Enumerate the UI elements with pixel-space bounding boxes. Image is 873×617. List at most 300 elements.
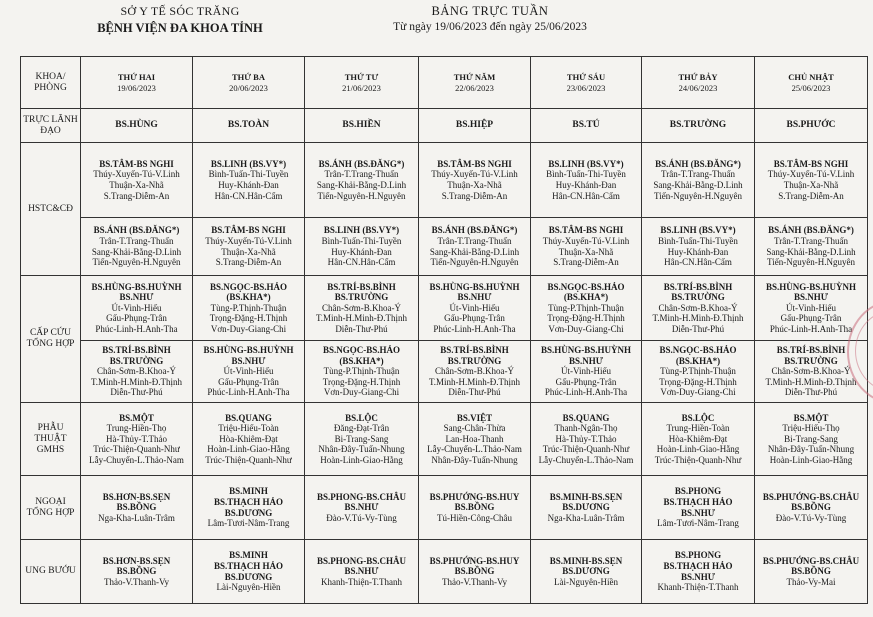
doctor-name: BS.LINH (BS.VY*) [548,158,624,169]
duty-cell [755,143,868,218]
duty-cell [81,476,193,540]
staff-names: Lan-Hoa-Thanh [445,433,504,444]
duty-cell [419,143,531,218]
staff-names: Thảo-Vy-Mai [786,576,836,587]
duty-cell [419,218,531,276]
duty-cell [642,540,755,604]
day-name: CHỦ NHẬT [788,71,834,82]
staff-names: Trúc-Thiện-Quanh-Như [654,454,742,465]
doctor-name: BS.TRÍ-BS.BÌNH [776,345,846,356]
doctor-name: BS.MINH [229,550,268,561]
staff-names: Trọng-Đặng-H.Thịnh [547,313,625,324]
staff-names: Bình-Tuấn-Thi-Tuyền [546,169,626,180]
staff-names: S.Trang-Diễm-An [215,257,282,268]
doctor-name: BS.NHƯ [794,292,828,303]
staff-names: Vơn-Duy-Giang-Chi [210,323,287,334]
doctor-name: BS.QUANG [562,412,610,423]
duty-cell [531,540,642,604]
staff-names: Phúc-Linh-H.Anh-Tha [544,387,628,398]
staff-names: Hòa-Khiêm-Đạt [668,433,728,444]
department-row [21,341,868,403]
doctor-name: BS.HÙNG-BS.HUỲNH [429,281,520,292]
doctor-name: BS.MỘT [793,412,829,423]
staff-names: Hòa-Khiêm-Đạt [219,433,278,444]
doctor-name: BS.TÂM-BS NGHI [99,158,174,169]
staff-names: Phúc-Linh-H.Anh-Tha [95,323,178,334]
staff-names: Út-Vinh-Hiếu [223,366,274,377]
leadership-doctor: BS.TRƯỜNG [642,109,755,143]
duty-cell [81,403,193,476]
doctor-name: BS.THẠCH HẢO [663,560,733,571]
doctor-name: BS.VIỆT [456,412,493,423]
doctor-name: BS.TRƯỜNG [334,292,389,303]
staff-names: Gấu-Phụng-Trân [444,313,505,324]
staff-names: Hân-CN.Hân-Cẩm [552,190,620,201]
day-date: 23/06/2023 [566,82,606,93]
day-name: THỨ BẢY [678,71,718,82]
staff-names: Thúy-Xuyến-Tú-V.Linh [767,169,855,180]
doctor-name: BS.NGỌC-BS.HẢO [322,345,400,356]
duty-cell [81,143,193,218]
staff-names: Vơn-Duy-Giang-Chi [548,323,624,334]
staff-names: Trân-T.Trang-Thuấn [324,169,399,180]
day-header [531,57,642,109]
duty-cell [531,403,642,476]
doctor-name: (BS.KHA*) [226,292,271,303]
hospital-name: BỆNH VIỆN ĐA KHOA TỈNH [97,21,263,35]
doctor-name: BS.NGỌC-BS.HẢO [547,281,625,292]
staff-names: Bình-Tuấn-Thi-Tuyền [208,169,289,180]
doctor-name: BS.ÁNH (BS.ĐĂNG*) [431,225,518,236]
day-header [305,57,419,109]
department-row [21,276,868,341]
staff-names: Út-Vinh-Hiếu [449,302,500,313]
staff-names: Tiến-Nguyên-H.Nguyên [430,257,519,268]
staff-names: Thuận-Xa-Nhã [783,180,839,190]
doctor-name: BS.HƠN-BS.SẸN [102,555,171,566]
staff-names: Gấu-Phụng-Trân [106,313,167,324]
day-date: 25/06/2023 [791,82,831,93]
department-label: CẤP CỨU TỔNG HỢP [21,276,81,403]
leadership-label: TRỰC LÃNH ĐẠO [21,109,81,143]
duty-cell [642,403,755,476]
staff-names: Diễn-Thư-Phú [671,323,725,334]
department-label: HSTC&CĐ [21,143,81,276]
doctor-name: BS.ÁNH (BS.ĐĂNG*) [93,225,180,236]
staff-names: T.Minh-H.Minh-Đ.Thịnh [428,376,521,387]
department-label: PHẪU THUẬT GMHS [21,403,81,476]
doctor-name: BS.MINH [229,486,268,497]
duty-cell [755,540,868,604]
duty-cell [531,276,642,341]
duty-cell [305,143,419,218]
staff-names: Thảo-V.Thanh-Vy [441,576,508,587]
leadership-row [21,109,868,143]
staff-names: S.Trang-Diễm-An [553,257,619,268]
duty-cell [419,403,531,476]
duty-cell [193,341,305,403]
staff-names: Hân-CN.Hân-Cẩm [214,190,283,201]
doctor-name: BS.DƯƠNG [224,507,273,518]
duty-cell [81,540,193,604]
staff-names: Lâm-Tươi-Nâm-Trang [657,518,739,529]
doctor-name: BS.BỒNG [116,566,157,577]
department-row [21,403,868,476]
staff-names: Tùng-P.Thịnh-Thuận [323,366,400,377]
staff-names: Hoàn-Linh-Giao-Hằng [320,454,403,465]
staff-names: T.Minh-H.Minh-Đ.Thịnh [90,376,183,387]
staff-names: T.Minh-H.Minh-Đ.Thịnh [652,313,744,324]
staff-names: Gấu-Phụng-Trân [555,376,617,387]
duty-cell [193,143,305,218]
doctor-name: BS.MINH-BS.SẸN [549,555,623,566]
duty-cell [81,218,193,276]
leadership-doctor: BS.PHƯỚC [755,109,868,143]
doctor-name: BS.HÙNG-BS.HUỲNH [765,281,856,292]
staff-names: Thảo-V.Thanh-Vy [103,576,170,587]
leadership-doctor: BS.HIỀN [305,109,419,143]
doctor-name: BS.TÂM-BS NGHI [437,158,512,169]
doctor-name: BS.LINH (BS.VY*) [210,158,287,169]
doctor-name: BS.NHƯ [344,566,379,577]
hospital-seal [847,300,873,410]
staff-names: Tùng-P.Thịnh-Thuận [210,302,287,313]
staff-names: Phúc-Linh-H.Anh-Tha [207,387,290,398]
doctor-name: BS.THẠCH HẢO [213,560,283,571]
duty-cell [305,218,419,276]
doctor-name: BS.NHƯ [569,355,603,366]
staff-names: Khanh-Thiện-T.Thanh [657,582,739,593]
doctor-name: BS.NHƯ [344,502,379,513]
doctor-name: BS.ÁNH (BS.ĐĂNG*) [768,225,854,236]
schedule-date-range: Từ ngày 19/06/2023 đến ngày 25/06/2023 [393,21,587,33]
doctor-name: BS.ÁNH (BS.ĐĂNG*) [318,158,405,169]
doctor-name: BS.HÙNG-BS.HUỲNH [203,345,294,356]
staff-names: Tiến-Nguyên-H.Nguyên [767,257,855,268]
staff-names: Hoàn-Linh-Giao-Hằng [207,444,290,455]
day-header [642,57,755,109]
staff-names: Thuận-Xa-Nhã [447,180,502,190]
leadership-doctor: BS.HIỆP [419,109,531,143]
staff-names: Hà-Thủy-T.Thảo [555,433,617,444]
duty-cell [642,143,755,218]
staff-names: S.Trang-Diễm-An [778,190,844,201]
staff-names: Hà-Thủy-T.Thảo [105,433,168,444]
staff-names: Thúy-Xuyến-Tú-V.Linh [205,235,292,246]
department-label: UNG BƯỚU [21,540,81,604]
staff-names: Triệu-Hiếu-Toàn [218,423,279,434]
staff-names: Út-Vinh-Hiếu [561,366,611,377]
duty-cell [81,276,193,341]
staff-names: Thanh-Ngân-Thọ [554,423,618,434]
staff-names: Huy-Khánh-Đan [555,180,617,190]
staff-names: T.Minh-H.Minh-Đ.Thịnh [765,376,857,387]
doctor-name: BS.LỘC [345,412,378,423]
staff-names: T.Minh-H.Minh-Đ.Thịnh [315,313,408,324]
day-name: THỨ TƯ [344,71,379,82]
staff-names: Thuận-Xa-Nhã [221,246,276,257]
staff-names: S.Trang-Diễm-An [103,190,170,201]
duty-cell [755,476,868,540]
staff-names: Thuận-Xa-Nhã [558,246,614,257]
day-name: THỨ HAI [117,71,156,82]
day-date: 19/06/2023 [117,82,156,93]
staff-names: Khanh-Thiện-T.Thanh [320,576,403,587]
staff-names: Trọng-Đặng-H.Thịnh [322,376,401,387]
doctor-name: BS.BỒNG [791,502,831,513]
staff-names: Trúc-Thiện-Quanh-Như [93,444,180,455]
staff-names: Trân-T.Trang-Thuấn [774,235,848,246]
staff-names: Trân-T.Trang-Thuấn [661,169,735,180]
staff-names: Nhân-Đây-Tuấn-Nhung [318,444,405,455]
doctor-name: BS.TRÍ-BS.BÌNH [102,345,171,356]
staff-names: Bình-Tuấn-Thi-Tuyền [321,235,402,246]
duty-cell [305,276,419,341]
doctor-name: BS.LINH (BS.VY*) [323,225,400,236]
duty-cell [531,218,642,276]
staff-names: Phúc-Linh-H.Anh-Tha [769,323,853,334]
staff-names: Lài-Nguyên-Hiền [554,576,618,587]
staff-names: Nhân-Đây-Tuấn-Nhung [767,444,855,455]
doctor-name: BS.TRƯỜNG [447,355,502,366]
staff-names: Đào-V.Tú-Vy-Tùng [326,512,397,523]
staff-names: Nhân-Đây-Tuấn-Nhung [431,454,518,465]
department-row [21,540,868,604]
day-date: 24/06/2023 [678,82,718,93]
duty-cell [305,341,419,403]
doctor-name: BS.DƯƠNG [562,502,610,513]
table-header-row [21,57,868,109]
staff-names: Trúc-Thiện-Quanh-Như [205,454,292,465]
staff-names: Trân-T.Trang-Thuấn [99,235,174,246]
day-name: THỨ SÁU [566,71,606,82]
doctor-name: BS.NHƯ [231,355,266,366]
staff-names: Nga-Kha-Luân-Trâm [98,512,175,523]
day-header [419,57,531,109]
duty-cell [642,218,755,276]
staff-names: Hoàn-Linh-Giao-Hằng [769,454,853,465]
duty-cell [642,476,755,540]
duty-cell [193,403,305,476]
staff-names: Tú-Hiền-Công-Châu [437,512,512,523]
doctor-name: BS.HÙNG-BS.HUỲNH [540,345,631,356]
staff-names: Tùng-P.Thịnh-Thuận [548,302,624,313]
doctor-name: BS.PHONG-BS.CHÂU [316,491,406,502]
duty-cell [419,540,531,604]
doctor-name: BS.QUANG [225,412,272,423]
duty-cell [193,276,305,341]
duty-cell [305,540,419,604]
doctor-name: BS.PHONG [674,486,722,497]
doctor-name: BS.TRÍ-BS.BÌNH [440,345,509,356]
staff-names: Bình-Tuấn-Thi-Tuyền [658,235,738,246]
organization-header [70,4,290,36]
duty-schedule-table [20,56,868,604]
duty-cell [531,341,642,403]
schedule-header [330,4,650,33]
staff-names: Diễn-Thư-Phú [448,387,501,398]
day-date: 21/06/2023 [342,82,381,93]
duty-cell [193,218,305,276]
department-row [21,218,868,276]
day-date: 20/06/2023 [229,82,268,93]
staff-names: S.Trang-Diễm-An [441,190,508,201]
doctor-name: BS.PHƯỚNG-BS.CHÂU [762,491,860,502]
duty-cell [305,476,419,540]
staff-names: Tiến-Nguyên-H.Nguyên [92,257,181,268]
duty-cell [755,218,868,276]
staff-names: Bi-Trang-Sang [784,433,838,444]
staff-names: Chân-Sơm-B.Khoa-Ý [321,302,401,313]
doctor-name: BS.TÂM-BS NGHI [773,158,849,169]
staff-names: Thúy-Xuyến-Tú-V.Linh [542,235,630,246]
org-department-label: SỞ Y TẾ SÓC TRĂNG [120,4,240,18]
staff-names: Trân-T.Trang-Thuấn [437,235,512,246]
duty-cell [81,341,193,403]
doctor-name: BS.MỘT [119,412,154,423]
staff-names: Triệu-Hiếu-Thọ [782,423,840,434]
department-row [21,476,868,540]
department-row [21,143,868,218]
doctor-name: BS.TRÍ-BS.BÌNH [663,281,733,292]
staff-names: Đào-V.Tú-Vy-Tùng [775,512,847,523]
staff-names: Chân-Sơm-B.Khoa-Ý [434,366,514,377]
staff-names: Bi-Trang-Sang [334,433,389,444]
staff-names: Vơn-Duy-Giang-Chi [660,387,736,398]
doctor-name: BS.BỒNG [791,566,831,577]
leadership-doctor: BS.HÙNG [81,109,193,143]
doctor-name: BS.NGỌC-BS.HẢO [209,281,287,292]
doctor-name: BS.NHƯ [457,292,492,303]
staff-names: Chân-Sơm-B.Khoa-Ý [658,302,738,313]
leadership-doctor: BS.TÚ [531,109,642,143]
staff-names: Lẫy-Chuyển-L.Thảo-Nam [427,444,522,455]
staff-names: Sang-Khải-Bằng-D.Linh [766,246,856,257]
schedule-title: BẢNG TRỰC TUẦN [431,4,549,18]
doctor-name: BS.HÙNG-BS.HUỲNH [91,281,182,292]
staff-names: Trung-Hiền-Toàn [666,423,730,434]
doctor-name: BS.TÂM-BS NGHI [211,225,286,236]
day-date: 22/06/2023 [455,82,494,93]
staff-names: Lài-Nguyên-Hiền [216,582,281,593]
staff-names: Huy-Khánh-Đan [331,246,392,257]
doctor-name: BS.DƯƠNG [562,566,610,577]
doctor-name: (BS.KHA*) [339,355,384,366]
doctor-name: BS.DƯƠNG [224,571,273,582]
doctor-name: BS.TÂM-BS NGHI [548,225,624,236]
staff-names: Tùng-P.Thịnh-Thuận [660,366,736,377]
duty-cell [642,276,755,341]
doctor-name: BS.THẠCH HẢO [663,496,733,507]
staff-names: Sang-Chân-Thừa [443,423,506,434]
doctor-name: BS.PHƯỚNG-BS.HUY [429,555,520,566]
duty-cell [755,403,868,476]
staff-names: Trung-Hiền-Thọ [106,423,167,434]
staff-names: Chân-Sơm-B.Khoa-Ý [96,366,176,377]
duty-cell [193,476,305,540]
staff-names: Hân-CN.Hân-Cẩm [664,257,732,268]
staff-names: Trúc-Thiện-Quanh-Như [542,444,630,455]
doctor-name: BS.PHONG [674,550,722,561]
doctor-name: (BS.KHA*) [675,355,721,366]
staff-names: Thuận-Xa-Nhã [109,180,164,190]
staff-names: Trọng-Đặng-H.Thịnh [209,313,288,324]
staff-names: Nga-Kha-Luân-Trâm [547,512,625,523]
staff-names: Chân-Sơm-B.Khoa-Ý [771,366,851,377]
doctor-name: BS.BỒNG [116,502,157,513]
doctor-name: BS.TRƯỜNG [671,292,725,303]
staff-names: Út-Vinh-Hiếu [111,302,162,313]
staff-names: Vơn-Duy-Giang-Chi [323,387,400,398]
duty-cell [642,341,755,403]
staff-names: Sang-Khải-Bằng-D.Linh [91,246,182,257]
day-name: THỨ NĂM [453,71,496,82]
staff-names: Lẫy-Chuyển-L.Thảo-Nam [538,454,634,465]
doctor-name: BS.PHƯỚNG-BS.HUY [429,491,520,502]
doctor-name: BS.TRƯỜNG [784,355,838,366]
doctor-name: (BS.KHA*) [563,292,609,303]
duty-cell [531,476,642,540]
staff-names: Huy-Khánh-Đan [218,180,279,190]
duty-cell [419,276,531,341]
staff-names: Diễn-Thư-Phú [110,387,163,398]
day-header [755,57,868,109]
duty-cell [193,540,305,604]
staff-names: Hoàn-Linh-Giao-Hằng [656,444,740,455]
doctor-name: BS.NGỌC-BS.HẢO [659,345,737,356]
staff-names: Lẫy-Chuyển-L.Thảo-Nam [89,454,184,465]
staff-names: Diễn-Thư-Phú [784,387,838,398]
corner-label: KHOA/ PHÒNG [21,57,81,109]
staff-names: Thúy-Xuyến-Tú-V.Linh [431,169,518,180]
staff-names: Trọng-Đặng-H.Thịnh [659,376,737,387]
doctor-name: BS.NHƯ [681,507,715,518]
staff-names: Huy-Khánh-Đan [667,246,729,257]
doctor-name: BS.TRÍ-BS.BÌNH [327,281,396,292]
doctor-name: BS.LINH (BS.VY*) [660,225,736,236]
leadership-doctor: BS.TOÀN [193,109,305,143]
doctor-name: BS.THẠCH HẢO [213,496,283,507]
staff-names: Út-Vinh-Hiếu [786,302,836,313]
day-header [81,57,193,109]
duty-cell [419,476,531,540]
day-header [193,57,305,109]
doctor-name: BS.PHƯỚNG-BS.CHÂU [762,555,860,566]
staff-names: Tiến-Nguyên-H.Nguyên [317,190,406,201]
day-name: THỨ BA [232,71,265,82]
staff-names: Tiến-Nguyên-H.Nguyên [654,190,742,201]
staff-names: Thúy-Xuyến-Tú-V.Linh [93,169,180,180]
doctor-name: BS.MINH-BS.SẸN [549,491,623,502]
staff-names: Sang-Khải-Bằng-D.Linh [653,180,743,190]
duty-cell [305,403,419,476]
doctor-name: BS.PHONG-BS.CHÂU [316,555,406,566]
staff-names: Diễn-Thư-Phú [335,323,388,334]
duty-cell [531,143,642,218]
doctor-name: BS.NHƯ [681,571,715,582]
doctor-name: BS.TRƯỜNG [109,355,164,366]
doctor-name: BS.LỘC [681,412,715,423]
staff-names: Gấu-Phụng-Trân [780,313,842,324]
staff-names: Đăng-Đạt-Trân [333,423,390,434]
staff-names: Hân-CN.Hân-Cẩm [327,257,396,268]
duty-cell [419,341,531,403]
staff-names: Phúc-Linh-H.Anh-Tha [433,323,516,334]
doctor-name: BS.BỒNG [454,566,495,577]
department-label: NGOẠI TỔNG HỢP [21,476,81,540]
doctor-name: BS.ÁNH (BS.ĐĂNG*) [655,158,741,169]
staff-names: Sang-Khải-Bằng-D.Linh [429,246,520,257]
